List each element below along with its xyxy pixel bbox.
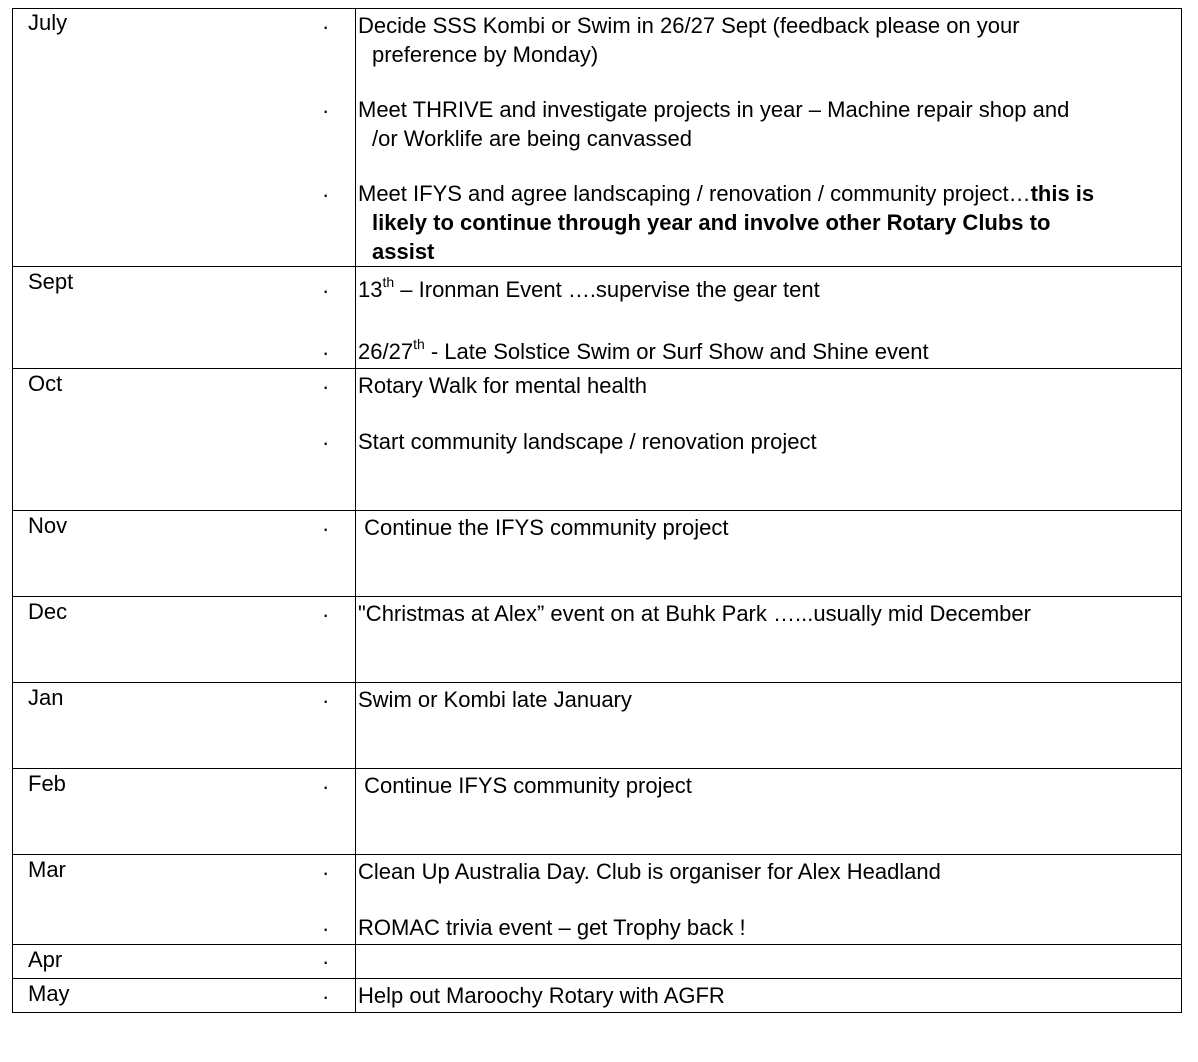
row-divider [12,368,1182,369]
item-date: 26/27 [358,339,414,364]
bullet: · [322,949,330,974]
month-label: Sept [28,269,74,294]
row-divider [12,266,1182,267]
table-border-bottom [12,1012,1182,1013]
item-text: Decide SSS Kombi or Swim in 26/27 Sept (feedback please on your [358,13,1020,38]
table-border-right [1181,8,1182,1013]
row-divider [12,596,1182,597]
item-text-continued: assist [372,239,435,264]
schedule-item: Start community landscape / renovation project [358,429,817,454]
schedule-item [358,179,1173,266]
bullet: · [322,602,330,627]
schedule-item [358,95,1173,153]
schedule-item: Help out Maroochy Rotary with AGFR [358,983,725,1008]
month-label: July [28,10,68,35]
row-divider [12,944,1182,945]
bullet: · [322,516,330,541]
row-divider [12,978,1182,979]
schedule-item [358,11,1173,69]
row-divider [12,510,1182,511]
item-text-continued: /or Worklife are being canvassed [372,126,692,151]
bullet: · [322,98,330,123]
table-border-left [12,8,13,1013]
bullet: · [322,430,330,455]
item-text-continued: preference by Monday) [372,42,599,67]
bullet: · [322,860,330,885]
item-date: 13 [358,277,383,302]
row-divider [12,682,1182,683]
item-text: Meet IFYS and agree landscaping / renovation / community project… [358,181,1031,206]
month-label: Apr [28,947,63,972]
month-label: Dec [28,599,68,624]
bullet: · [322,688,330,713]
ordinal-suffix: th [413,335,425,352]
month-label: Nov [28,513,68,538]
schedule-item: ROMAC trivia event – get Trophy back ! [358,915,746,940]
bullet: · [322,916,330,941]
schedule-item [358,337,1173,366]
bullet: · [322,14,330,39]
row-divider [12,854,1182,855]
schedule-item: Clean Up Australia Day. Club is organiser for Alex Headland [358,859,941,884]
schedule-item: Continue the IFYS community project [358,515,729,540]
bullet: · [322,182,330,207]
schedule-item [358,275,1173,304]
month-label: Jan [28,685,64,710]
item-text: – Ironman Event ….supervise the gear tent [394,277,820,302]
month-label: Mar [28,857,66,882]
schedule-item: Swim or Kombi late January [358,687,632,712]
month-label: Oct [28,371,63,396]
column-divider [355,8,356,1013]
month-label: May [28,981,70,1006]
schedule-item: "Christmas at Alex” event on at Buhk Park …...usually mid December [358,601,1031,626]
bullet: · [322,340,330,365]
bullet: · [322,278,330,303]
month-label: Feb [28,771,66,796]
bullet: · [322,374,330,399]
item-text-continued: likely to continue through year and involve other Rotary Clubs to [372,210,1051,235]
schedule-item: Continue IFYS community project [358,773,692,798]
row-divider [12,768,1182,769]
bullet: · [322,984,330,1009]
item-text: Meet THRIVE and investigate projects in year – Machine repair shop and [358,97,1070,122]
schedule-item: Rotary Walk for mental health [358,373,647,398]
table-border-top [12,8,1182,9]
ordinal-suffix: th [382,273,395,290]
item-text-bold: this is [1030,181,1095,206]
item-text: - Late Solstice Swim or Surf Show and Shine event [424,339,929,364]
bullet: · [322,774,330,799]
